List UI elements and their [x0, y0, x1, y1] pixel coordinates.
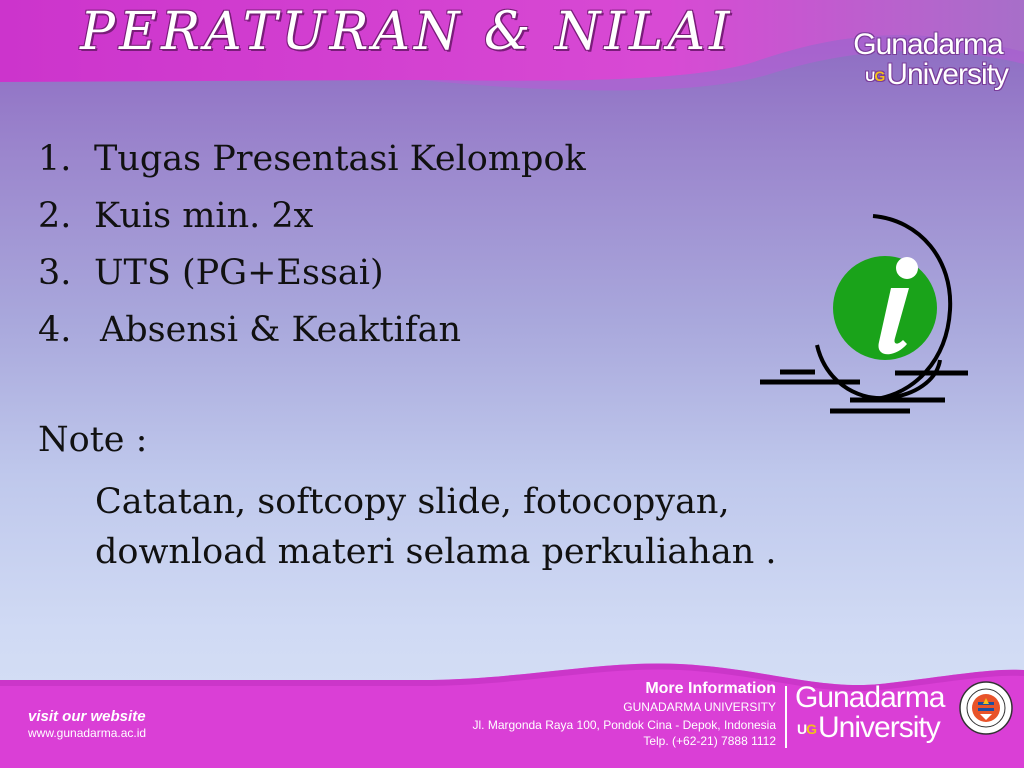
visit-label: visit our website: [28, 708, 146, 725]
list-item: [38, 192, 586, 249]
rules-list: [38, 135, 586, 363]
list-item-number: 3.: [38, 253, 72, 293]
logo-bottom-name: Gunadarma: [795, 681, 945, 714]
university-logo-top: [853, 30, 1008, 90]
ug-mark-u: U: [865, 68, 875, 85]
address: Jl. Margonda Raya 100, Pondok Cina - Depok, Indonesia: [472, 718, 776, 732]
info-icon: [755, 210, 975, 430]
note-body: [95, 477, 777, 577]
list-item-text: Kuis min. 2x: [94, 196, 314, 236]
list-item-number: 1.: [38, 139, 72, 179]
phone: Telp. (+62-21) 7888 1112: [643, 734, 776, 748]
list-item: [38, 306, 586, 363]
website-link[interactable]: www.gunadarma.ac.id: [28, 726, 147, 740]
note-line-1: Catatan, softcopy slide, fotocopyan,: [95, 482, 730, 522]
list-item: [38, 135, 586, 192]
logo-top-name: Gunadarma: [853, 28, 1003, 61]
ug-mark-g: G: [874, 68, 885, 85]
note-label: Note :: [38, 420, 148, 460]
ug-mark-u: U: [797, 721, 807, 738]
footer-divider: [785, 686, 787, 748]
ug-mark-bottom: [797, 721, 816, 737]
list-item: [38, 249, 586, 306]
university-seal-icon: [958, 680, 1014, 736]
contact-info: [472, 680, 776, 748]
list-item-text: UTS (PG+Essai): [94, 253, 384, 293]
list-item-text: Absensi & Keaktifan: [100, 310, 462, 350]
logo-top-university: [865, 60, 1008, 90]
list-item-text: Tugas Presentasi Kelompok: [94, 139, 586, 179]
note-line-2: download materi selama perkuliahan .: [95, 532, 777, 572]
logo-bottom-university: [797, 713, 944, 743]
website-block: [28, 708, 146, 740]
logo-top-university-text: University: [886, 58, 1008, 91]
university-logo-bottom: [795, 683, 944, 743]
ug-mark-top: [865, 68, 884, 84]
page-title: PERATURAN & NILAI: [80, 2, 734, 62]
list-item-number: 2.: [38, 196, 72, 236]
more-info-title: More Information: [645, 680, 776, 697]
ug-mark-g: G: [806, 721, 817, 738]
list-item-number: 4.: [38, 310, 72, 350]
logo-bottom-university-text: University: [818, 711, 940, 744]
university-name: GUNADARMA UNIVERSITY: [623, 700, 776, 714]
